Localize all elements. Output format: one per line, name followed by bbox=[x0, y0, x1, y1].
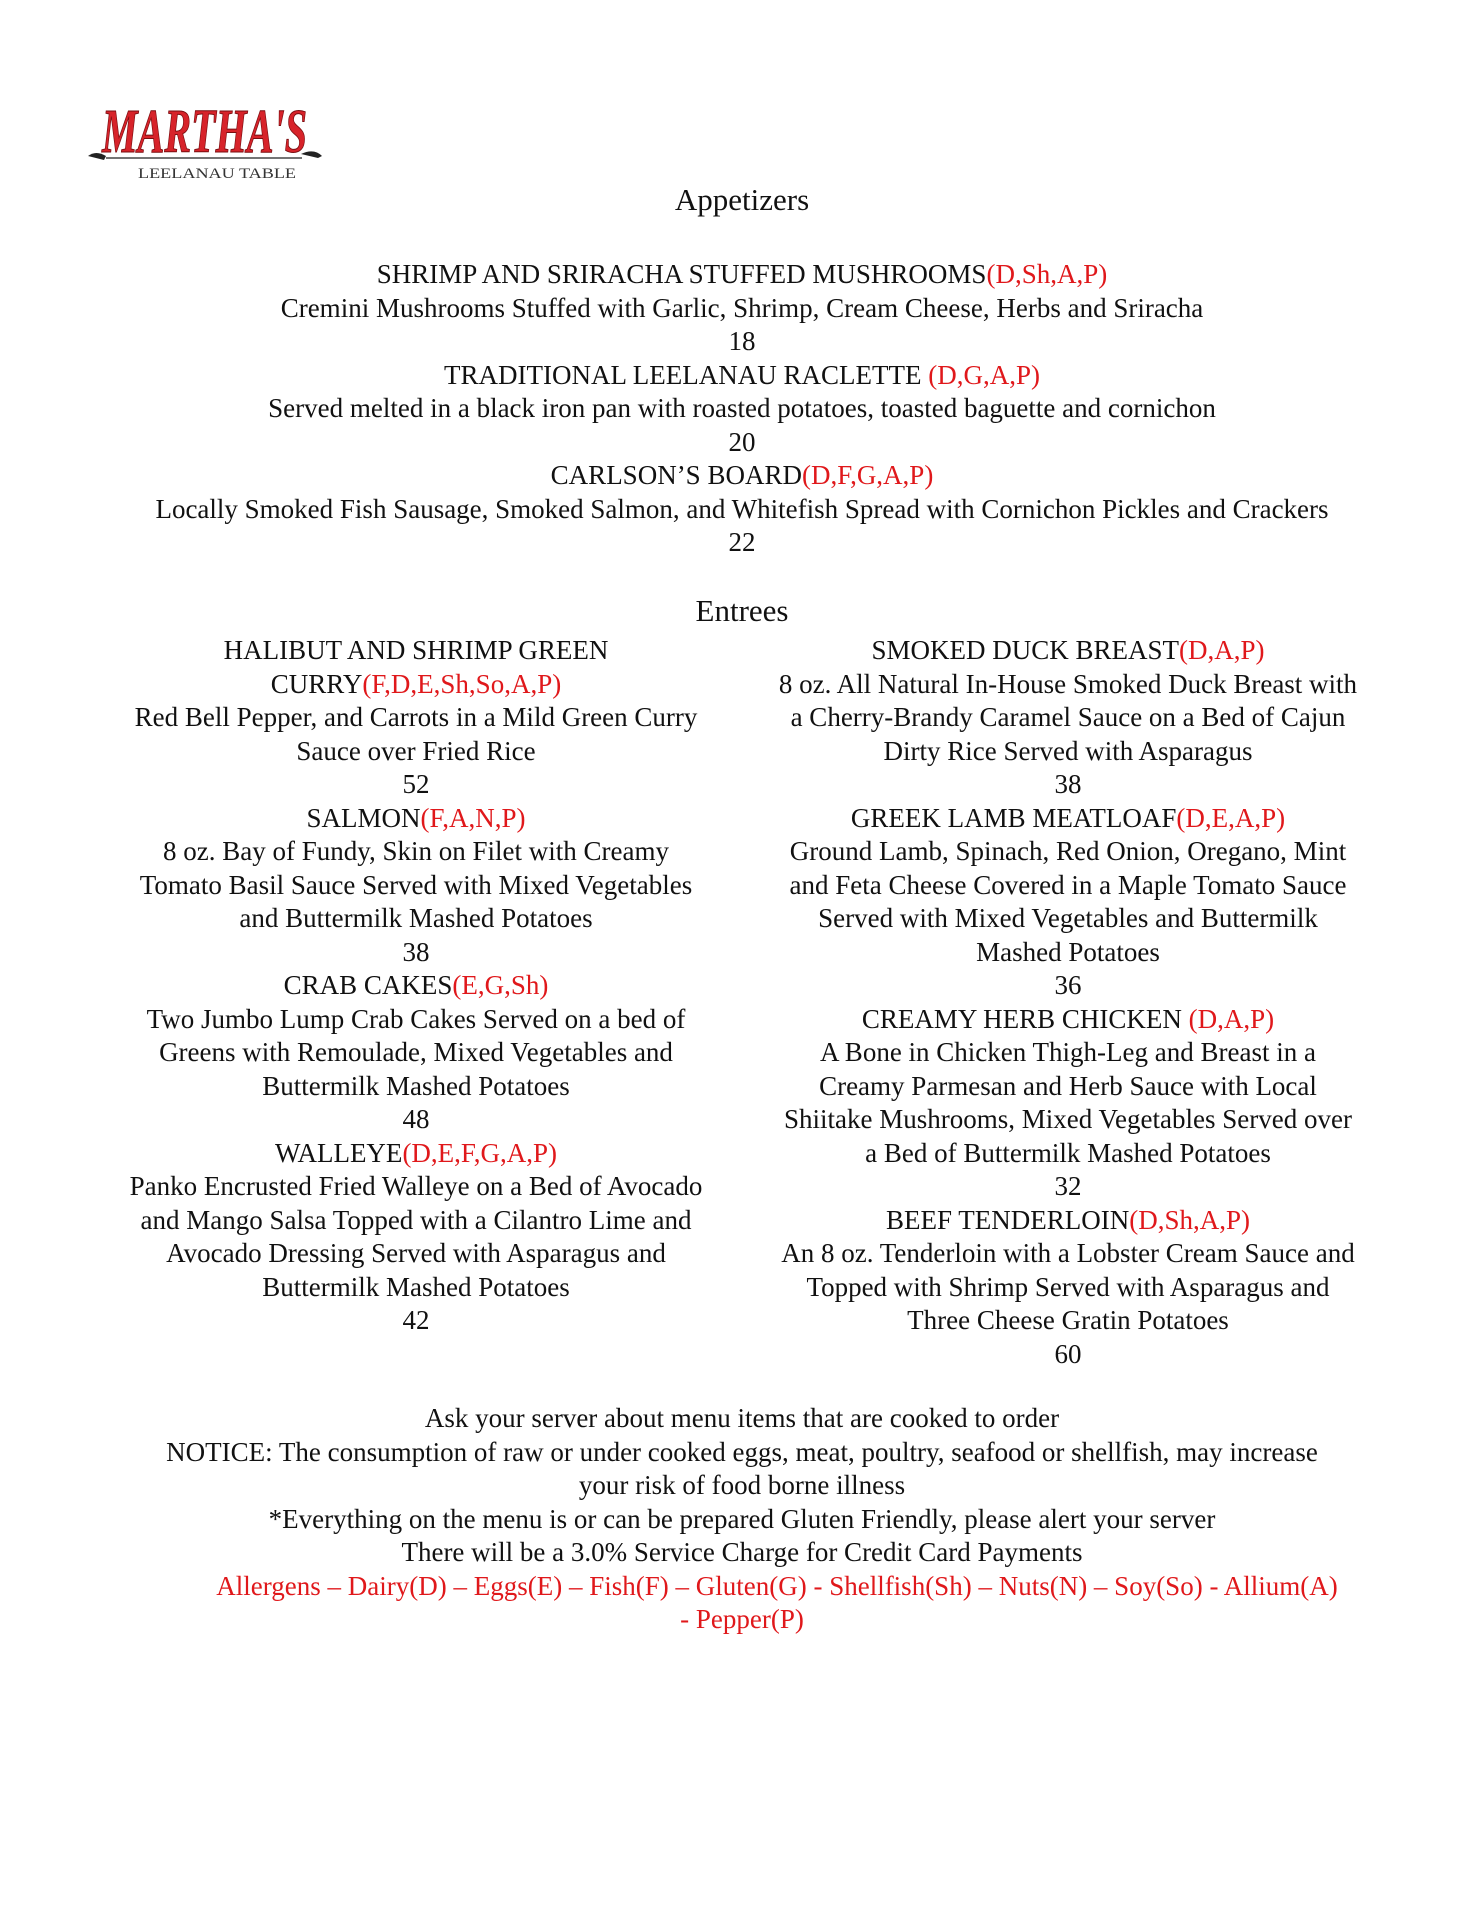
entree-item bbox=[96, 634, 736, 802]
entree-price: 42 bbox=[402, 1305, 430, 1335]
entree-description-line: Served with Mixed Vegetables and Buttermilk bbox=[818, 903, 1318, 933]
entrees-left-column bbox=[96, 634, 736, 1338]
appetizer-name: TRADITIONAL LEELANAU RACLETTE bbox=[444, 359, 929, 390]
entree-name-line bbox=[96, 969, 736, 1003]
entree-allergens: (D,E,A,P) bbox=[1176, 802, 1286, 833]
entree-description-line: Sauce over Fried Rice bbox=[296, 735, 536, 766]
entree-name: CREAMY HERB CHICKEN bbox=[861, 1003, 1189, 1034]
appetizer-title-line bbox=[0, 359, 1484, 393]
appetizer-allergens: (D,G,A,P) bbox=[928, 359, 1040, 390]
entree-description-line: Mashed Potatoes bbox=[976, 936, 1160, 967]
entree-allergens: (D,A,P) bbox=[1179, 635, 1265, 665]
entree-description-line: Two Jumbo Lump Crab Cakes Served on a bed of bbox=[146, 1003, 686, 1034]
entree-allergens: (D,E,F,G,A,P) bbox=[402, 1137, 558, 1168]
entree-price: 32 bbox=[1054, 1171, 1082, 1201]
entree-description-line: a Cherry-Brandy Caramel Sauce on a Bed of Cajun bbox=[790, 702, 1346, 732]
entree-description-line: a Bed of Buttermilk Mashed Potatoes bbox=[865, 1137, 1271, 1168]
appetizers-heading: Appetizers bbox=[674, 182, 810, 217]
entree-name-line bbox=[748, 1204, 1388, 1238]
appetizer-title-line bbox=[0, 258, 1484, 292]
entree-price: 38 bbox=[1054, 769, 1082, 799]
appetizer-title-line bbox=[0, 459, 1484, 493]
entree-name-line bbox=[748, 1003, 1388, 1037]
gluten-friendly-note: *Everything on the menu is or can be prepared Gluten Friendly, please alert your server bbox=[268, 1503, 1216, 1534]
entree-name-line: HALIBUT AND SHRIMP GREEN bbox=[223, 635, 609, 665]
entree-description-line: Creamy Parmesan and Herb Sauce with Local bbox=[819, 1070, 1317, 1101]
entree-name: SMOKED DUCK BREAST bbox=[871, 635, 1180, 665]
restaurant-logo bbox=[86, 86, 326, 182]
entree-price: 60 bbox=[1054, 1338, 1082, 1369]
entree-description-line: Dirty Rice Served with Asparagus bbox=[883, 735, 1253, 766]
entree-name-line bbox=[748, 634, 1388, 668]
entree-description-line: Red Bell Pepper, and Carrots in a Mild Green Curry bbox=[134, 702, 698, 732]
entree-item bbox=[748, 1204, 1388, 1372]
entree-name: CRAB CAKES bbox=[283, 970, 453, 1000]
entree-item bbox=[96, 802, 736, 970]
entree-allergens: (F,A,N,P) bbox=[420, 802, 526, 833]
entree-allergens: (F,D,E,Sh,So,A,P) bbox=[362, 668, 562, 699]
entree-description-line: and Feta Cheese Covered in a Maple Tomato Sauce bbox=[789, 869, 1347, 900]
appetizer-item bbox=[0, 359, 1484, 460]
cooked-to-order-note: Ask your server about menu items that are cooked to order bbox=[424, 1403, 1060, 1433]
entree-name: SALMON bbox=[306, 802, 421, 833]
appetizer-price: 22 bbox=[728, 527, 756, 557]
entree-price: 36 bbox=[1054, 970, 1082, 1000]
entree-description-line: Buttermilk Mashed Potatoes bbox=[262, 1271, 570, 1302]
entree-name-line bbox=[748, 802, 1388, 836]
appetizer-item bbox=[0, 258, 1484, 359]
entree-description-line: Panko Encrusted Fried Walleye on a Bed of Avocado bbox=[129, 1171, 703, 1201]
entree-item bbox=[96, 969, 736, 1137]
appetizer-description: Locally Smoked Fish Sausage, Smoked Salmon, and Whitefish Spread with Cornichon Pickles and Crackers bbox=[155, 493, 1329, 524]
notice-line: your risk of food borne illness bbox=[578, 1470, 906, 1500]
entree-price: 52 bbox=[402, 769, 430, 799]
logo-brand-text: MARTHA'S bbox=[101, 98, 308, 166]
entree-description-line: and Mango Salsa Topped with a Cilantro Lime and bbox=[140, 1204, 692, 1235]
entree-description-line: Greens with Remoulade, Mixed Vegetables and bbox=[159, 1037, 673, 1067]
allergen-key-line: - Pepper(P) bbox=[680, 1604, 804, 1634]
entrees-heading: Entrees bbox=[695, 593, 789, 628]
appetizer-name: SHRIMP AND SRIRACHA STUFFED MUSHROOMS bbox=[376, 259, 987, 289]
appetizer-name: CARLSON’S BOARD bbox=[550, 460, 802, 490]
logo-graphic bbox=[86, 86, 326, 182]
entree-description-line: Tomato Basil Sauce Served with Mixed Vegetables bbox=[139, 869, 693, 900]
entree-name: CURRY bbox=[270, 668, 363, 699]
logo-tagline-text: LEELANAU TABLE bbox=[138, 166, 296, 182]
appetizer-allergens: (D,Sh,A,P) bbox=[986, 259, 1108, 289]
entree-allergens: (D,A,P) bbox=[1188, 1003, 1275, 1034]
entree-description-line: Avocado Dressing Served with Asparagus and bbox=[166, 1238, 666, 1268]
entree-description-line: A Bone in Chicken Thigh-Leg and Breast in a bbox=[820, 1037, 1316, 1067]
appetizers-list bbox=[0, 258, 1484, 560]
entree-description-line: 8 oz. All Natural In-House Smoked Duck Breast with bbox=[778, 668, 1358, 699]
entree-description-line: and Buttermilk Mashed Potatoes bbox=[239, 903, 593, 933]
appetizer-price: 20 bbox=[728, 426, 756, 457]
appetizer-allergens: (D,F,G,A,P) bbox=[801, 460, 934, 490]
entree-name: WALLEYE bbox=[274, 1137, 403, 1168]
menu-footer bbox=[96, 1402, 1388, 1637]
entree-name: GREEK LAMB MEATLOAF bbox=[850, 802, 1177, 833]
entree-price: 38 bbox=[402, 936, 430, 967]
entree-name-line bbox=[96, 1137, 736, 1171]
appetizer-description: Cremini Mushrooms Stuffed with Garlic, Shrimp, Cream Cheese, Herbs and Sriracha bbox=[280, 292, 1204, 323]
entree-item bbox=[96, 1137, 736, 1338]
entree-description-line: Topped with Shrimp Served with Asparagus and bbox=[806, 1271, 1330, 1302]
entree-item bbox=[748, 1003, 1388, 1204]
entree-allergens: (D,Sh,A,P) bbox=[1129, 1204, 1250, 1235]
entree-description-line: Three Cheese Gratin Potatoes bbox=[907, 1305, 1229, 1335]
appetizer-price: 18 bbox=[728, 326, 756, 356]
entree-allergens: (E,G,Sh) bbox=[452, 970, 549, 1000]
entree-description-line: 8 oz. Bay of Fundy, Skin on Filet with Creamy bbox=[163, 836, 669, 866]
allergen-key-line: Allergens – Dairy(D) – Eggs(E) – Fish(F) – Gluten(G) - Shellfish(Sh) – Nuts(N) – Soy(So) - Allium(A) bbox=[216, 1570, 1338, 1601]
entree-description-line: An 8 oz. Tenderloin with a Lobster Cream Sauce and bbox=[781, 1238, 1355, 1268]
entree-name: BEEF TENDERLOIN bbox=[885, 1204, 1130, 1235]
entree-item bbox=[748, 802, 1388, 1003]
entrees-right-column bbox=[748, 634, 1388, 1371]
entree-price: 48 bbox=[402, 1104, 430, 1134]
entree-description-line: Shiitake Mushrooms, Mixed Vegetables Served over bbox=[784, 1104, 1352, 1134]
appetizer-item bbox=[0, 459, 1484, 560]
entree-name-line bbox=[96, 668, 736, 702]
entree-item bbox=[748, 634, 1388, 802]
entree-description-line: Ground Lamb, Spinach, Red Onion, Oregano, Mint bbox=[789, 836, 1347, 866]
appetizer-description: Served melted in a black iron pan with roasted potatoes, toasted baguette and cornichon bbox=[268, 393, 1216, 423]
entree-name-line bbox=[96, 802, 736, 836]
entree-description-line: Buttermilk Mashed Potatoes bbox=[262, 1070, 570, 1101]
notice-line: NOTICE: The consumption of raw or under cooked eggs, meat, poultry, seafood or shellfish, may increase bbox=[166, 1436, 1318, 1467]
service-charge-note: There will be a 3.0% Service Charge for Credit Card Payments bbox=[401, 1537, 1083, 1567]
